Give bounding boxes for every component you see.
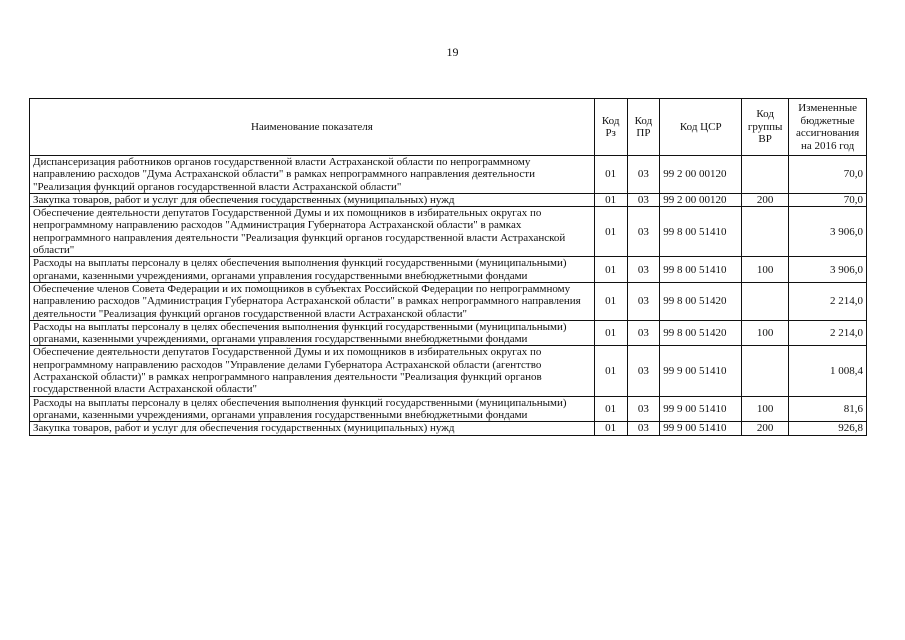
row-vr [742, 282, 789, 320]
row-vr: 200 [742, 193, 789, 206]
row-vr: 100 [742, 396, 789, 422]
row-pr: 03 [627, 156, 660, 194]
row-pr: 03 [627, 346, 660, 396]
row-pr: 03 [627, 193, 660, 206]
row-vr [742, 346, 789, 396]
table-row [30, 320, 867, 346]
row-pr: 03 [627, 257, 660, 283]
row-pr: 03 [627, 422, 660, 435]
row-amount: 3 906,0 [789, 207, 867, 257]
row-amount: 1 008,4 [789, 346, 867, 396]
row-csr: 99 8 00 51410 [660, 257, 742, 283]
table-row [30, 422, 867, 435]
header-pr: Код ПР [627, 99, 660, 156]
row-name: Обеспечение деятельности депутатов Государственной Думы и их помощников в избирательных округах по непрограммному направлению расходов "Управление делами Губернатора Астраханской области (агентство Астраханской области)" в рамках непрограммного направления деятельности "Реализация функций органов государственной власти Астраханской области" [30, 346, 595, 396]
row-name: Обеспечение членов Совета Федерации и их помощников в субъектах Российской Федерации по непрограммному направлению расходов "Администрация Губернатора Астраханской области" в рамках непрограммного направления деятельности "Реализация функций органов государственной власти Астраханской области" [30, 282, 595, 320]
row-rz: 01 [594, 320, 627, 346]
header-amount: Измененные бюджетные ассигнования на 2016 год [789, 99, 867, 156]
page-number: 19 [446, 45, 459, 59]
header-name: Наименование показателя [30, 99, 595, 156]
table-row [30, 193, 867, 206]
row-amount: 70,0 [789, 156, 867, 194]
row-name: Расходы на выплаты персоналу в целях обеспечения выполнения функций государственными (муниципальными) органами, казенными учреждениями, органами управления государственными внебюджетными фондами [30, 396, 595, 422]
row-rz: 01 [594, 346, 627, 396]
row-csr: 99 8 00 51420 [660, 320, 742, 346]
row-csr: 99 2 00 00120 [660, 156, 742, 194]
row-pr: 03 [627, 396, 660, 422]
row-name: Расходы на выплаты персоналу в целях обеспечения выполнения функций государственными (муниципальными) органами, казенными учреждениями, органами управления государственными внебюджетными фондами [30, 257, 595, 283]
row-rz: 01 [594, 156, 627, 194]
row-name: Обеспечение деятельности депутатов Государственной Думы и их помощников в избирательных округах по непрограммному направлению расходов "Администрация Губернатора Астраханской области" в рамках непрограммного направления деятельности "Реализация функций органов государственной власти Астраханской области" [30, 207, 595, 257]
table-row [30, 346, 867, 396]
row-pr: 03 [627, 282, 660, 320]
row-csr: 99 9 00 51410 [660, 396, 742, 422]
table-row [30, 396, 867, 422]
row-vr: 100 [742, 320, 789, 346]
header-rz: Код Рз [594, 99, 627, 156]
row-rz: 01 [594, 282, 627, 320]
row-amount: 70,0 [789, 193, 867, 206]
row-amount: 3 906,0 [789, 257, 867, 283]
row-csr: 99 9 00 51410 [660, 346, 742, 396]
table-header [30, 99, 867, 156]
row-pr: 03 [627, 207, 660, 257]
table-row [30, 207, 867, 257]
row-vr: 200 [742, 422, 789, 435]
row-csr: 99 8 00 51420 [660, 282, 742, 320]
table-row [30, 257, 867, 283]
row-rz: 01 [594, 207, 627, 257]
row-amount: 926,8 [789, 422, 867, 435]
row-amount: 81,6 [789, 396, 867, 422]
budget-table [29, 98, 867, 436]
row-csr: 99 8 00 51410 [660, 207, 742, 257]
row-rz: 01 [594, 257, 627, 283]
header-vr: Код группы ВР [742, 99, 789, 156]
row-csr: 99 2 00 00120 [660, 193, 742, 206]
row-vr: 100 [742, 257, 789, 283]
row-amount: 2 214,0 [789, 320, 867, 346]
row-rz: 01 [594, 422, 627, 435]
row-vr [742, 156, 789, 194]
row-amount: 2 214,0 [789, 282, 867, 320]
row-name: Закупка товаров, работ и услуг для обеспечения государственных (муниципальных) нужд [30, 193, 595, 206]
row-rz: 01 [594, 396, 627, 422]
row-vr [742, 207, 789, 257]
row-name: Диспансеризация работников органов государственной власти Астраханской области по непрограммному направлению расходов "Дума Астраханской области" в рамках непрограммного направления деятельности "Реализация функций органов государственной власти Астраханской области" [30, 156, 595, 194]
header-row [30, 99, 867, 156]
row-name: Расходы на выплаты персоналу в целях обеспечения выполнения функций государственными (муниципальными) органами, казенными учреждениями, органами управления государственными внебюджетными фондами [30, 320, 595, 346]
table-row [30, 156, 867, 194]
row-pr: 03 [627, 320, 660, 346]
table-body [30, 156, 867, 436]
row-name: Закупка товаров, работ и услуг для обеспечения государственных (муниципальных) нужд [30, 422, 595, 435]
table-row [30, 282, 867, 320]
row-csr: 99 9 00 51410 [660, 422, 742, 435]
row-rz: 01 [594, 193, 627, 206]
header-csr: Код ЦСР [660, 99, 742, 156]
